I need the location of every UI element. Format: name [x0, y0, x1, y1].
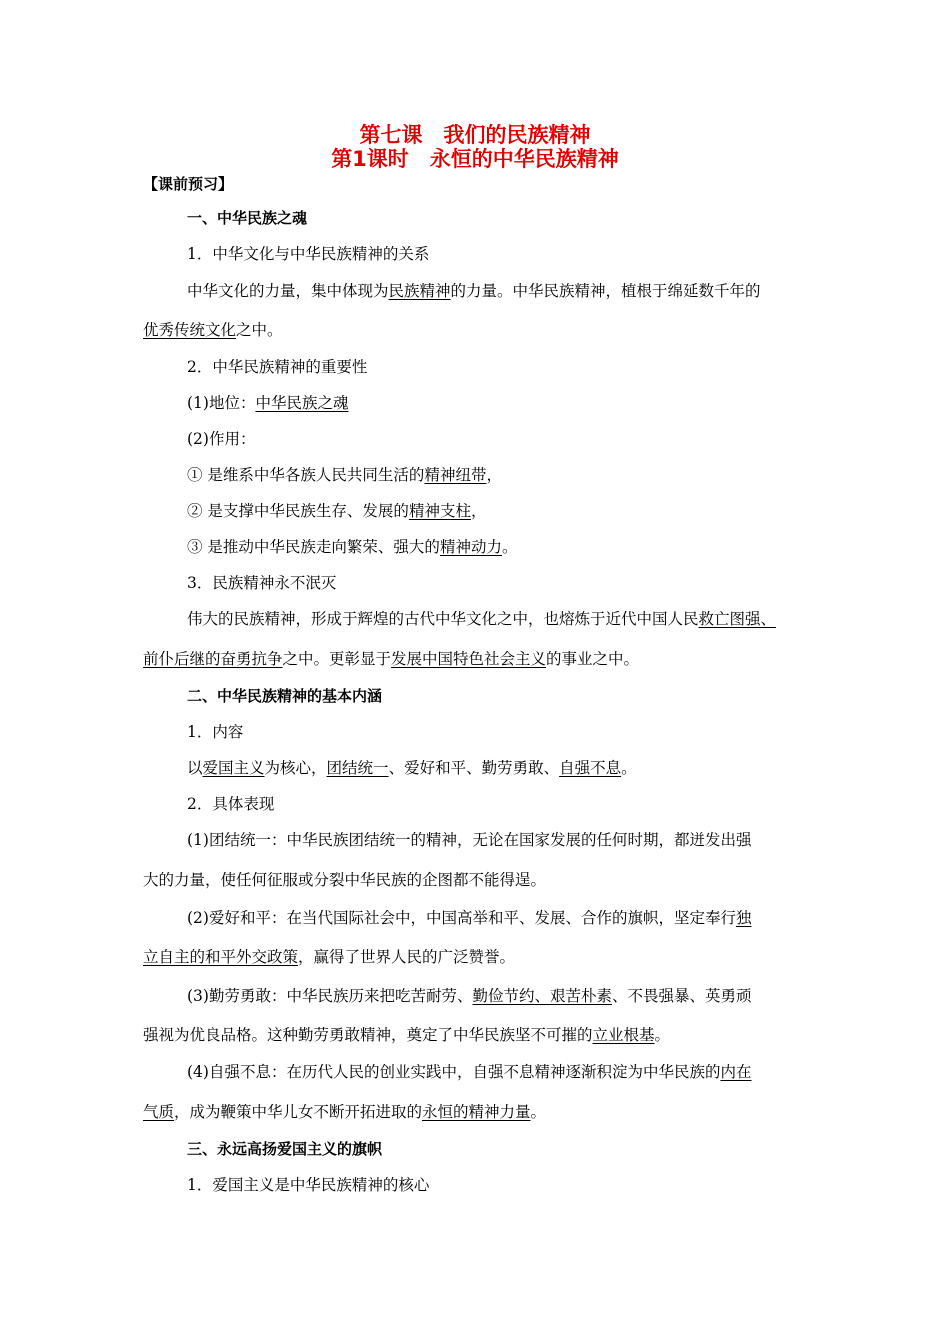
expr-2-line-2	[143, 946, 515, 968]
section-3-heading: 三、永远高扬爱国主义的旗帜	[187, 1140, 383, 1158]
answer-blank: 精神支柱	[408, 502, 471, 520]
answer-blank: 团结统一	[326, 759, 389, 777]
text: ，	[470, 502, 487, 520]
expr-1-line-2: 大的力量，使任何征服或分裂中华民族的企图都不能得逞。	[143, 871, 547, 889]
text: 。	[501, 538, 518, 556]
text: 。	[654, 1026, 671, 1044]
answer-blank: 立自主的和平外交政策	[143, 948, 299, 966]
paragraph-1-1-line-2	[143, 319, 283, 341]
role-item-2	[187, 500, 486, 522]
section-tag: 【课前预习】	[143, 175, 234, 193]
answer-blank: 内在	[720, 1063, 752, 1081]
paragraph-1-1-line-1	[187, 280, 761, 302]
text: 强视为优良品格。这种勤劳勇敢精神，奠定了中华民族坚不可摧的	[143, 1026, 593, 1044]
answer-blank: 民族精神	[388, 282, 451, 300]
answer-blank: 气质	[143, 1103, 175, 1121]
text: ，赢得了世界人民的广泛赞誉。	[298, 948, 516, 966]
text: 的事业之中。	[546, 650, 640, 668]
answer-blank: 自强不息	[559, 759, 622, 777]
answer-blank: 中华民族之魂	[255, 394, 349, 412]
position-line	[187, 392, 348, 414]
answer-blank: 前仆后继的奋勇抗争	[143, 650, 283, 668]
paragraph-1-3-line-1	[187, 608, 776, 630]
text: 中华文化的力量，集中体现为	[187, 282, 389, 300]
expr-1-line-1: (1)团结统一：中华民族团结统一的精神，无论在国家发展的任何时期，都迸发出强	[187, 831, 752, 849]
item-1-1-heading: 1．中华文化与中华民族精神的关系	[187, 245, 430, 263]
text: 之中。更彰显于	[282, 650, 392, 668]
item-1-2-heading: 2．中华民族精神的重要性	[187, 358, 368, 376]
item-3-1-heading: 1．爱国主义是中华民族精神的核心	[187, 1176, 430, 1194]
role-item-1	[187, 464, 502, 486]
text: ③ 是推动中华民族走向繁荣、强大的	[187, 538, 440, 556]
expr-4-line-2	[143, 1101, 546, 1123]
answer-blank: 永恒的精神力量	[422, 1103, 531, 1121]
text: 、不畏强暴、英勇顽	[611, 987, 752, 1005]
text: ② 是支撑中华民族生存、发展的	[187, 502, 409, 520]
answer-blank: 精神纽带	[424, 466, 487, 484]
answer-blank: 勤俭节约、艰苦朴素	[472, 987, 612, 1005]
text: (2)爱好和平：在当代国际社会中，中国高举和平、发展、合作的旗帜，坚定奉行	[187, 909, 736, 927]
text: (4)自强不息：在历代人民的创业实践中，自强不息精神逐渐积淀为中华民族的	[187, 1063, 721, 1081]
text: (3)勤劳勇敢：中华民族历来把吃苦耐劳、	[187, 987, 473, 1005]
answer-blank: 发展中国特色社会主义	[391, 650, 547, 668]
answer-blank: 立业根基	[592, 1026, 655, 1044]
item-2-1-heading: 1．内容	[187, 723, 244, 741]
paragraph-1-3-line-2	[143, 648, 639, 670]
text: ，成为鞭策中华儿女不断开拓进取的	[174, 1103, 423, 1121]
section-1-heading: 一、中华民族之魂	[187, 209, 308, 227]
role-label: (2)作用：	[187, 430, 256, 448]
answer-blank: 独	[735, 909, 752, 927]
section-2-heading: 二、中华民族精神的基本内涵	[187, 687, 383, 705]
text: 伟大的民族精神，形成于辉煌的古代中华文化之中，也熔炼于近代中国人民	[187, 610, 699, 628]
text: 。	[621, 759, 637, 777]
text: (1)地位：	[187, 394, 256, 412]
text: 以	[187, 759, 203, 777]
text: 。	[530, 1103, 547, 1121]
item-1-3-heading: 3．民族精神永不泯灭	[187, 574, 337, 592]
lesson-title: 第七课 我们的民族精神	[359, 123, 591, 147]
text: 的力量。中华民族精神，植根于绵延数千年的	[450, 282, 761, 300]
answer-blank: 优秀传统文化	[143, 321, 237, 339]
item-2-2-heading: 2．具体表现	[187, 795, 275, 813]
expr-3-line-1	[187, 985, 752, 1007]
text: 为核心，	[264, 759, 327, 777]
expr-3-line-2	[143, 1024, 670, 1046]
answer-blank: 爱国主义	[202, 759, 265, 777]
answer-blank: 救亡图强、	[698, 610, 777, 628]
text: 、爱好和平、勤劳勇敢、	[388, 759, 560, 777]
content-line	[187, 757, 637, 779]
lesson-subtitle: 第1课时 永恒的中华民族精神	[331, 147, 619, 171]
text: 之中。	[236, 321, 283, 339]
expr-2-line-1	[187, 907, 751, 929]
expr-4-line-1	[187, 1061, 751, 1083]
role-item-3	[187, 536, 517, 558]
answer-blank: 精神动力	[439, 538, 502, 556]
text: ，	[486, 466, 502, 484]
text: ① 是维系中华各族人民共同生活的	[187, 466, 425, 484]
